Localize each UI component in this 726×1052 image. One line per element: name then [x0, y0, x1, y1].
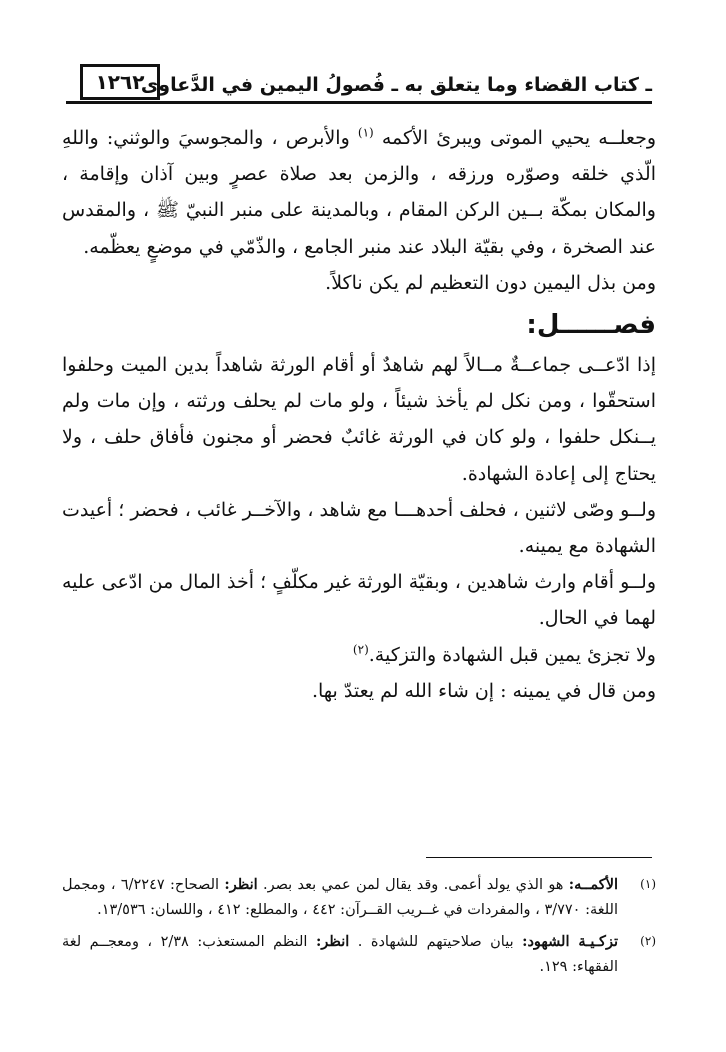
paragraph-text: والأبرص ، والمجوسيَ والوثني: واللهِ الّذي خلقه وصوّره ورزقه ، والزمن بعد صلاة عصرٍ وبين آذان وإقامة ، والمكان بمكّة بــين الركن المقام ، وبالمدينة على منبر النبيّ ﷺ ، والمقدس عند الصخرة ، وفي بقيّة البلاد عند منبر الجامع ، والذّمّي في موضعٍ يعظّمه.: [62, 127, 656, 258]
footnote-ref-1[interactable]: (١): [357, 125, 374, 140]
footnote-source-label: انظر:: [315, 933, 350, 950]
paragraph-oath-emphasis: [62, 120, 656, 265]
footnote-separator: [426, 857, 652, 858]
section-heading: فصــــــل:: [526, 310, 656, 341]
footnote-2: [62, 929, 656, 980]
footnote-ref-2[interactable]: (٢): [352, 642, 369, 657]
paragraph-bequest: ولــو وصّى لاثنين ، فحلف أحدهـــا مع شاهد ، والآخــر غائب ، فحضر ؛ أعيدت الشهادة مع يمينه.: [62, 498, 656, 558]
footnote-source-label: انظر:: [224, 876, 258, 893]
footnote-1: [62, 872, 656, 923]
main-text: [62, 120, 656, 709]
footnotes: [62, 872, 656, 986]
paragraph-heirs-witness: إذا ادّعــى جماعــةٌ مــالاً لهم شاهدٌ أو أقام الورثة شاهداً بدين الميت وحلفوا استحقّوا ، ومن نكل لم يأخذ شيئاً ، ولو مات لم يحلف ورثته ، وإن مات ولم يــنكل حلفوا ، ولو كان في الورثة غائبٌ فحضر أو مجنون فأفاق حلف ، ولا يحتاج إلى إعادة الشهادة.: [62, 354, 656, 485]
footnote-number: (١): [640, 877, 656, 891]
footnote-text: بيان صلاحيتهم للشهادة .: [349, 934, 523, 950]
footnote-text: هو الذي يولد أعمى. وقد يقال لمن عمي بعد بصر.: [257, 877, 569, 893]
footnote-term: الأكمــه:: [568, 876, 618, 893]
footnote-term: تزكـيـة الشهود:: [522, 933, 618, 950]
paragraph-text: وجعلــه يحيي الموتى ويبرئ الأكمه: [381, 127, 656, 149]
paragraph-exception: ومن قال في يمينه : إن شاء الله لم يعتدّ بها.: [311, 679, 656, 702]
header-rule: [66, 101, 652, 104]
footnote-text: الصحاح: ٦/٢٢٤٧ ، ومجمل اللغة: ٣/٧٧٠ ، والمفردات في غــريب القــرآن: ٤٤٢ ، والمطلع: ٤١٢ ، واللسان: ١٣/٥٣٦.: [62, 877, 618, 918]
paragraph-two-witnesses: ولــو أقام وارث شاهدين ، وبقيّة الورثة غير مكلّفٍ ؛ أخذ المال من ادّعى عليه لهما في الحال.: [62, 571, 656, 630]
running-title: ـ كتاب القضاء وما يتعلق به ـ فُصولُ اليمين في الدَّعاوى: [140, 74, 652, 96]
paragraph-text: ولا تجزئ يمين قبل الشهادة والتزكية.: [368, 643, 656, 666]
page-number: ١٢٦٢: [80, 64, 160, 100]
paragraph-oath-timing: [62, 637, 656, 673]
footnote-number: (٢): [640, 934, 656, 948]
paragraph-refusal: ومن بذل اليمين دون التعظيم لم يكن ناكلاً.: [325, 271, 656, 294]
footnote-text: النظم المستعذب: ٢/٣٨ ، ومعجــم لغة الفقهاء: ١٢٩.: [62, 934, 618, 975]
page-header: [66, 62, 652, 106]
